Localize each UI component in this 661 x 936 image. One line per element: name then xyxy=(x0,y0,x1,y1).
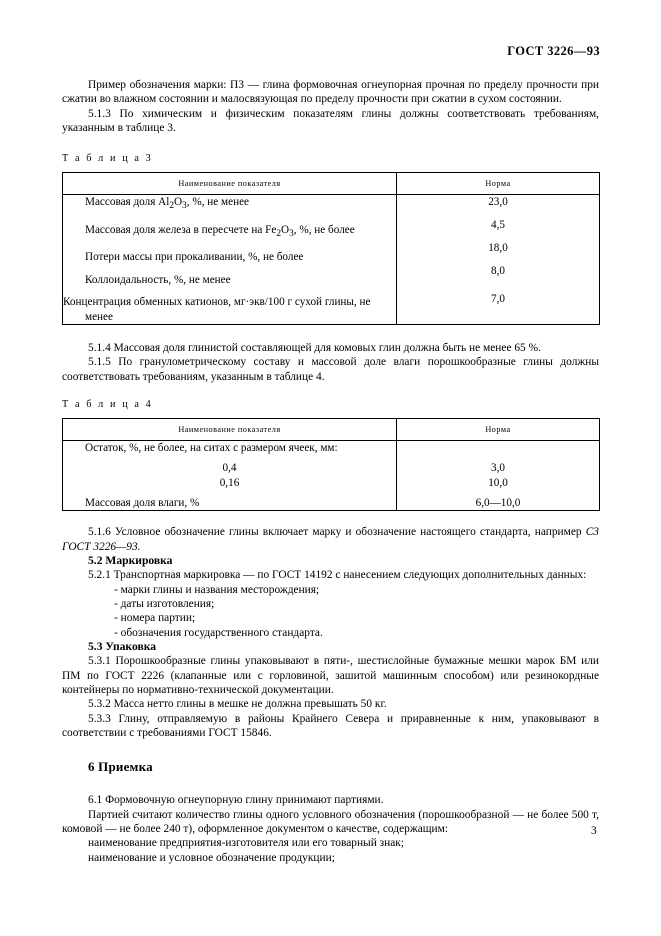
list-item: - марки глины и названия месторождения; xyxy=(114,583,320,596)
table-3-caption: Т а б л и ц а 3 xyxy=(62,153,153,165)
page-number: 3 xyxy=(591,825,597,837)
table-3-row-fe2o3: Массовая доля железа в пересчете на $Fe_2O_3$, %, не более xyxy=(85,223,355,239)
table-3-header-row xyxy=(63,173,600,195)
table-3-value-al2o3: 23,0 xyxy=(488,196,508,209)
certificate-contents-list xyxy=(62,836,599,865)
table-3-header-norm: Норма xyxy=(397,173,600,195)
list-item: наименование и условное обозначение продукции; xyxy=(88,851,335,864)
list-item: наименование предприятия-изготовителя или его товарный знак; xyxy=(88,837,404,850)
table-3-norm-cell xyxy=(397,195,600,325)
list-item: - даты изготовления; xyxy=(114,597,215,610)
table-4-header-indicator: Наименование показателя xyxy=(63,419,397,441)
table-3-value-fe2o3: 4,5 xyxy=(491,219,505,232)
table-3-row-loss-on-ignition: Потери массы при прокаливании, %, не более xyxy=(85,250,304,263)
paragraph-6-1-continued: Партией считают количество глины одного условного обозначения (порошкообразной — не более 500 т, комовой — не более 240 т), оформленное документом о качестве, содержащим: xyxy=(62,808,599,836)
table-4-header-norm: Норма xyxy=(397,419,600,441)
table-3-value-colloidality: 8,0 xyxy=(491,265,505,278)
table-4-caption: Т а б л и ц а 4 xyxy=(62,399,153,411)
table-3-row-colloidality: Коллоидальность, %, не менее xyxy=(85,273,231,286)
table-4-norm-cell xyxy=(397,441,600,511)
list-item: - обозначения государственного стандарта. xyxy=(114,626,323,639)
table-3-indicator-cell xyxy=(63,195,397,325)
paragraph-5-3-1: 5.3.1 Порошкообразные глины упаковывают в пяти-, шестислойные бумажные мешки марок БМ или ПМ по ГОСТ 2226 (клапанные или с горловиной, зашитой машинным способом) или резинокордные контейнеры по нормативно-технической документации. xyxy=(62,655,599,696)
table-4-sieve-size-0-16: 0,16 xyxy=(219,476,240,489)
paragraph-5-1-6-lead: 5.1.6 Условное обозначение глины включает марку и обозначение настоящего стандарта, например xyxy=(88,526,586,539)
table-3-header-indicator: Наименование показателя xyxy=(63,173,397,195)
paragraph-5-3-3: 5.3.3 Глину, отправляемую в районы Крайнего Севера и приравненные к ним, упаковывают в соответствии с требованиями ГОСТ 15846. xyxy=(62,712,599,740)
heading-5-2-marking: 5.2 Маркировка xyxy=(88,553,173,567)
paragraph-example-mark: Пример обозначения марки: П3 — глина формовочная огнеупорная прочная по пределу прочности при сжатии во влажном состоянии и малосвязующая по пределу прочности при сжатии в сухом состоянии. xyxy=(62,79,599,106)
table-3-value-loss-on-ignition: 18,0 xyxy=(488,242,508,255)
table-4-indicator-cell xyxy=(63,441,397,511)
table-3-row-al2o3: Массовая доля $Al_2O_3$, %, не менее xyxy=(85,196,250,212)
table-4-value-sieve-0-4: 3,0 xyxy=(491,462,505,475)
document-body xyxy=(62,78,599,865)
paragraph-5-3-2: 5.3.2 Масса нетто глины в мешке не должна превышать 50 кг. xyxy=(88,698,387,711)
table-4-value-moisture: 6,0—10,0 xyxy=(475,496,521,509)
table-4-value-sieve-0-16: 10,0 xyxy=(488,476,508,489)
table-4-sieve-size-0-4: 0,4 xyxy=(222,462,237,475)
paragraph-5-1-5: 5.1.5 По гранулометрическому составу и массовой доле влаги порошкообразные глины должны соответствовать требованиям, указанным в таблице 4. xyxy=(62,356,599,383)
heading-5-3-packaging: 5.3 Упаковка xyxy=(88,639,157,653)
table-row xyxy=(63,441,600,511)
paragraph-5-1-6 xyxy=(62,525,599,554)
list-item: - номера партии; xyxy=(114,612,196,625)
heading-6-acceptance: 6 Приемка xyxy=(88,759,153,775)
designation-example: С3 ГОСТ 3226—93. xyxy=(62,526,599,553)
table-3-row-cation-concentration: Концентрация обменных катионов, мг·экв/100 г сухой глины, не менее xyxy=(63,296,371,323)
table-4-residue-label: Остаток, %, не более, на ситах с размером ячеек, мм: xyxy=(85,442,338,455)
table-3 xyxy=(62,172,600,325)
standard-number-header: ГОСТ 3226—93 xyxy=(507,44,600,58)
paragraph-5-2-1: 5.2.1 Транспортная маркировка — по ГОСТ 14192 с нанесением следующих дополнительных данных: xyxy=(88,569,587,582)
table-4 xyxy=(62,418,600,511)
table-4-header-row xyxy=(63,419,600,441)
paragraph-6-1: 6.1 Формовочную огнеупорную глину принимают партиями. xyxy=(88,794,384,807)
marking-data-list xyxy=(62,583,599,640)
table-row xyxy=(63,195,600,325)
paragraph-5-1-3: 5.1.3 По химическим и физическим показателям глины должны соответствовать требованиям, указанным в таблице 3. xyxy=(62,107,599,135)
table-4-moisture-label: Массовая доля влаги, % xyxy=(85,496,200,509)
paragraph-5-1-4: 5.1.4 Массовая доля глинистой составляющей для комовых глин должна быть не менее 65 %. xyxy=(88,342,541,354)
table-3-value-cation-concentration: 7,0 xyxy=(491,293,505,306)
